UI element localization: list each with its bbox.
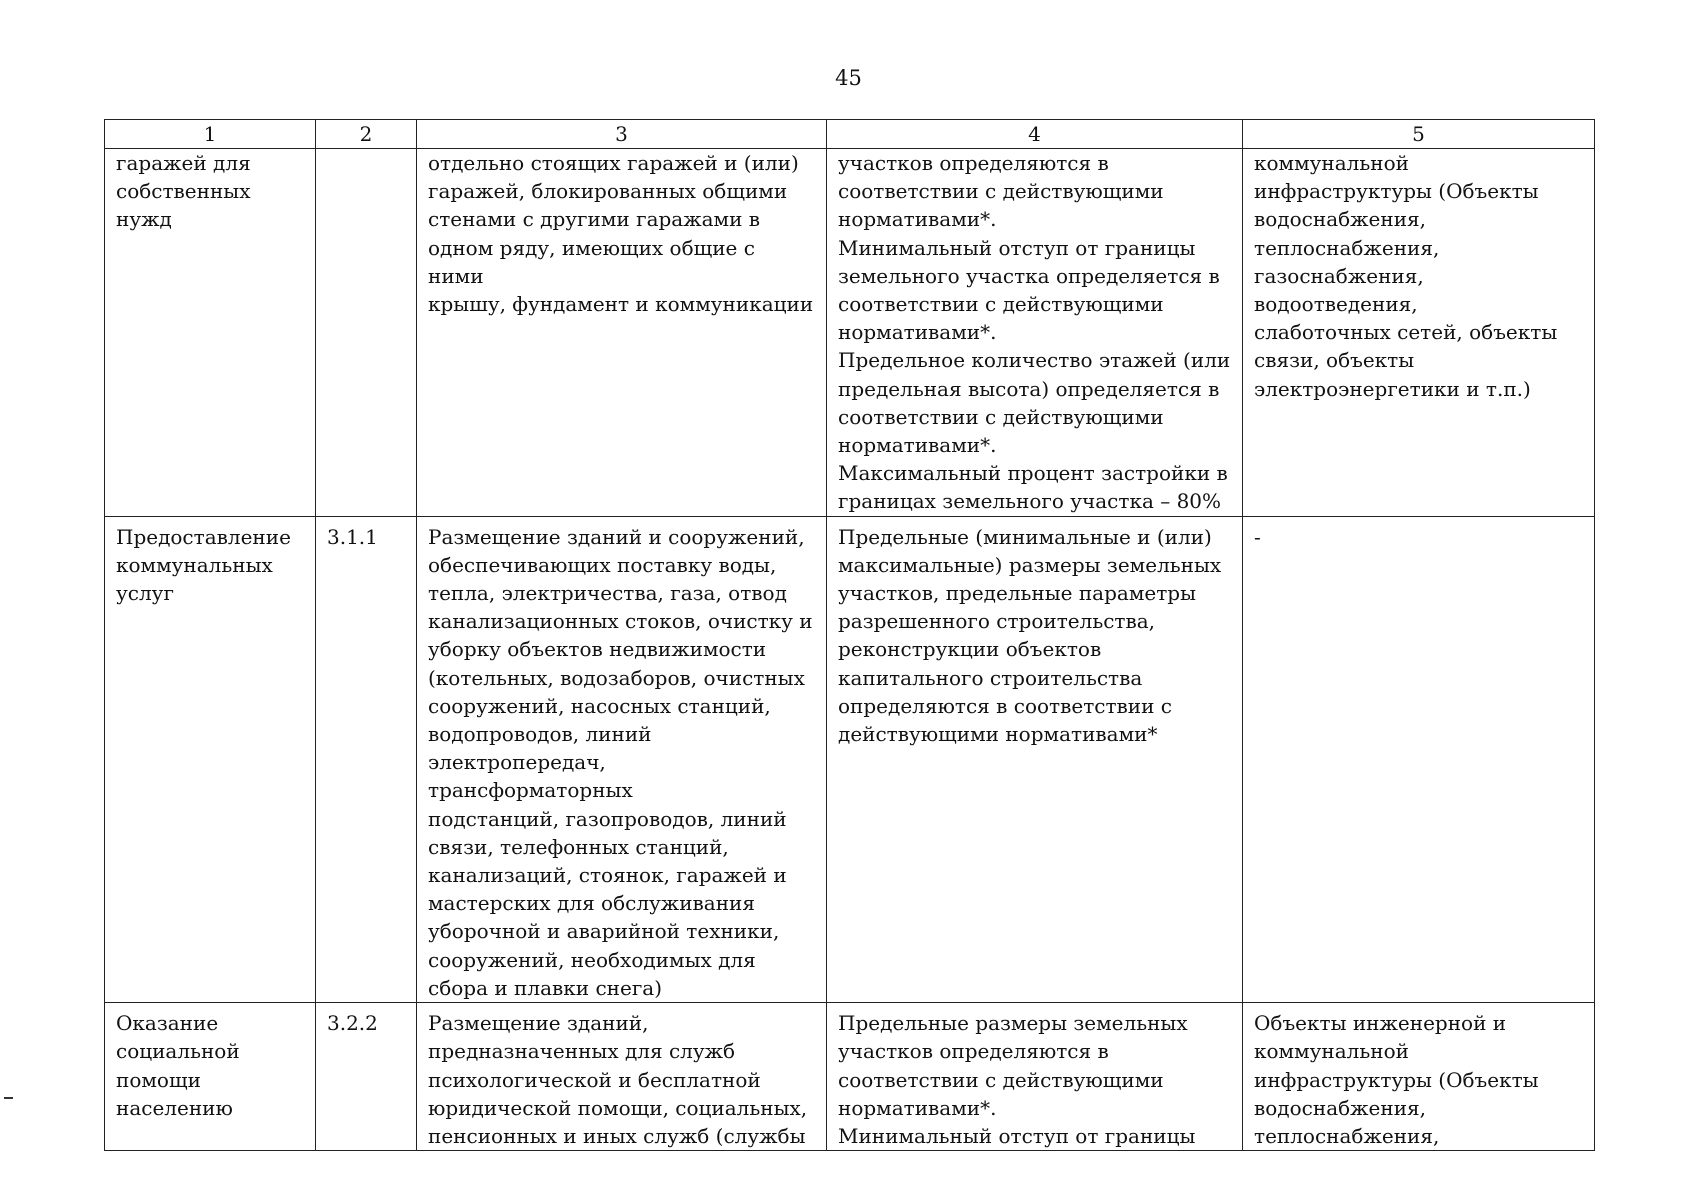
column-header-4: 4 [827,120,1243,149]
use-type-auxiliary: коммунальной инфраструктуры (Объекты водоснабжения, теплоснабжения, газоснабжения, водоотведения, слаботочных сетей, объекты связи, объекты электроэнергетики и т.п.) [1243,149,1595,517]
use-type-description: отдельно стоящих гаражей и (или) гаражей, блокированных общими стенами с другими гаражами в одном ряду, имеющих общие с ними крышу, фундамент и коммуникации [417,149,827,517]
use-type-parameters: Предельные размеры земельных участков определяются в соответствии с действующими нормативами*. Минимальный отступ от границы [827,1003,1243,1151]
use-type-auxiliary: - [1243,516,1595,1002]
scan-edge-mark [4,1097,13,1099]
table-header-row [105,120,1595,149]
use-type-name: Оказание социальной помощи населению [105,1003,316,1151]
regulations-table [104,119,1595,1151]
table-row [105,149,1595,517]
use-type-auxiliary: Объекты инженерной и коммунальной инфраструктуры (Объекты водоснабжения, теплоснабжения, [1243,1003,1595,1151]
column-header-5: 5 [1243,120,1595,149]
page-number: 45 [835,66,862,90]
column-header-2: 2 [316,120,417,149]
use-type-parameters: участков определяются в соответствии с действующими нормативами*. Минимальный отступ от границы земельного участка определяется в соответствии с действующими нормативами*. Предельное количество этажей (или предельная высота) определяется в соответствии с действующими нормативами*. Максимальный процент застройки в границах земельного участка – 80% [827,149,1243,517]
column-header-1: 1 [105,120,316,149]
column-header-3: 3 [417,120,827,149]
table-row [105,516,1595,1002]
use-type-code: 3.2.2 [316,1003,417,1151]
table-row [105,1003,1595,1151]
use-type-name: гаражей для собственных нужд [105,149,316,517]
use-type-description: Размещение зданий и сооружений, обеспечивающих поставку воды, тепла, электричества, газа, отвод канализационных стоков, очистку и уборку объектов недвижимости (котельных, водозаборов, очистных сооружений, насосных станций, водопроводов, линий электропередач, трансформаторных подстанций, газопроводов, линий связи, телефонных станций, канализаций, стоянок, гаражей и мастерских для обслуживания уборочной и аварийной техники, сооружений, необходимых для сбора и плавки снега) [417,516,827,1002]
use-type-name: Предоставление коммунальных услуг [105,516,316,1002]
use-type-code [316,149,417,517]
use-type-code: 3.1.1 [316,516,417,1002]
use-type-description: Размещение зданий, предназначенных для служб психологической и бесплатной юридической помощи, социальных, пенсионных и иных служб (службы [417,1003,827,1151]
use-type-parameters: Предельные (минимальные и (или) максимальные) размеры земельных участков, предельные параметры разрешенного строительства, реконструкции объектов капитального строительства определяются в соответствии с действующими нормативами* [827,516,1243,1002]
